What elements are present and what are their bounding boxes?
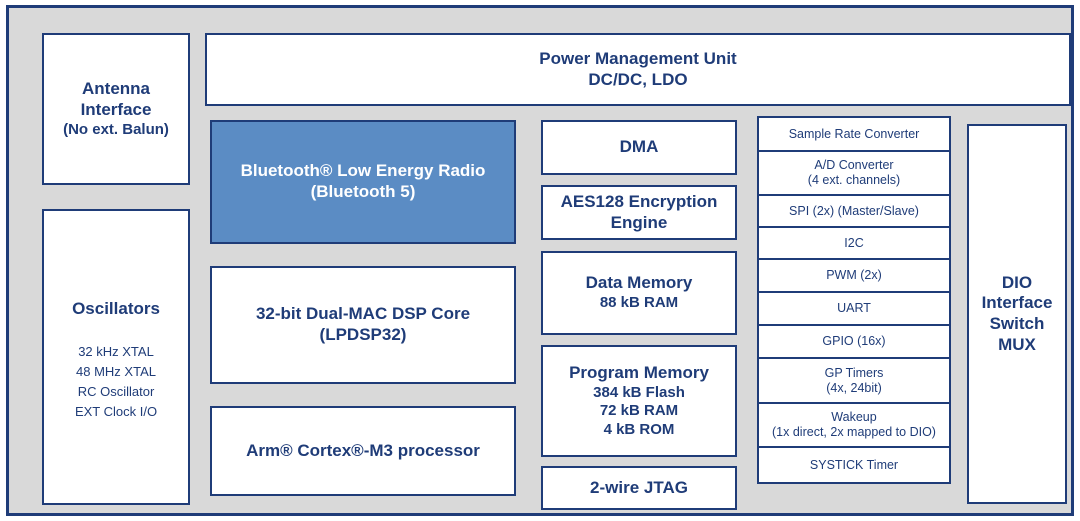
peripheral-sample-rate-converter xyxy=(759,118,949,152)
dio-line3: Switch xyxy=(989,314,1045,333)
block-power-management-unit xyxy=(205,33,1071,106)
oscillator-item: 48 MHz XTAL xyxy=(76,363,156,379)
jtag-line1: 2-wire JTAG xyxy=(590,477,688,497)
oscillators-title: Oscillators xyxy=(72,299,160,318)
program-memory-line2: 384 kB Flash xyxy=(593,383,685,401)
peripheral-sublabel: (4 ext. channels) xyxy=(807,173,901,187)
block-cortex-m3-processor xyxy=(210,406,516,496)
peripheral-gpio xyxy=(759,326,949,359)
antenna-line3: (No ext. Balun) xyxy=(63,120,169,138)
dma-line1: DMA xyxy=(619,137,659,157)
peripheral-spi xyxy=(759,196,949,228)
ble-line2: (Bluetooth 5) xyxy=(310,182,416,201)
data-memory-line2: 88 kB RAM xyxy=(599,294,679,312)
ble-line1: Bluetooth® Low Energy Radio xyxy=(240,161,486,181)
chip-boundary xyxy=(6,5,1074,516)
block-dma xyxy=(541,120,737,175)
oscillator-item: RC Oscillator xyxy=(77,384,155,400)
peripheral-uart xyxy=(759,293,949,326)
peripheral-label: SPI (2x) (Master/Slave) xyxy=(789,203,919,218)
dio-line1: DIO xyxy=(1001,272,1033,292)
pmu-line2: DC/DC, LDO xyxy=(588,69,688,89)
peripheral-i2c xyxy=(759,228,949,260)
peripheral-label: Wakeup xyxy=(831,410,877,424)
peripheral-stack xyxy=(757,116,951,484)
peripheral-wakeup xyxy=(759,404,949,448)
peripheral-label: GP Timers xyxy=(824,365,884,380)
block-dsp-core xyxy=(210,266,516,384)
oscillators-list xyxy=(75,342,157,423)
data-memory-line1: Data Memory xyxy=(585,273,693,293)
dsp-line2: (LPDSP32) xyxy=(319,325,407,344)
peripheral-label: GPIO (16x) xyxy=(822,334,886,348)
block-jtag xyxy=(541,466,737,510)
peripheral-label: PWM (2x) xyxy=(826,268,882,282)
pmu-line1: Power Management Unit xyxy=(539,48,737,68)
block-aes128-encryption-engine xyxy=(541,185,737,240)
peripheral-label: UART xyxy=(837,301,871,315)
block-data-memory xyxy=(541,251,737,335)
block-dio-interface-switch-mux xyxy=(967,124,1067,504)
peripheral-gp-timers xyxy=(759,359,949,404)
program-memory-line1: Program Memory xyxy=(569,363,709,383)
dsp-line1: 32-bit Dual-MAC DSP Core xyxy=(255,304,471,324)
peripheral-systick-timer xyxy=(759,448,949,482)
peripheral-sublabel: (1x direct, 2x mapped to DIO) xyxy=(772,425,936,439)
dio-line4: MUX xyxy=(998,334,1036,354)
antenna-line1: Antenna xyxy=(82,79,150,99)
peripheral-ad-converter xyxy=(759,152,949,196)
block-oscillators xyxy=(42,209,190,505)
block-antenna-interface xyxy=(42,33,190,185)
block-bluetooth-low-energy-radio xyxy=(210,120,516,244)
program-memory-line3: 72 kB RAM xyxy=(599,402,679,420)
peripheral-label: Sample Rate Converter xyxy=(788,126,920,141)
antenna-line2: Interface xyxy=(80,99,152,119)
peripheral-sublabel: (4x, 24bit) xyxy=(826,380,882,395)
cortex-line1: Arm® Cortex®-M3 processor xyxy=(246,440,480,460)
peripheral-label: I2C xyxy=(844,235,864,250)
peripheral-label: A/D Converter xyxy=(814,158,894,172)
program-memory-line4: 4 kB ROM xyxy=(603,420,675,438)
aes-line1: AES128 Encryption xyxy=(560,191,718,211)
dio-line2: Interface xyxy=(981,293,1053,313)
block-program-memory xyxy=(541,345,737,457)
peripheral-pwm xyxy=(759,260,949,293)
aes-line2: Engine xyxy=(610,212,668,232)
peripheral-label: SYSTICK Timer xyxy=(809,457,899,472)
oscillator-item: 32 kHz XTAL xyxy=(78,343,154,359)
oscillator-item: EXT Clock I/O xyxy=(74,404,158,420)
